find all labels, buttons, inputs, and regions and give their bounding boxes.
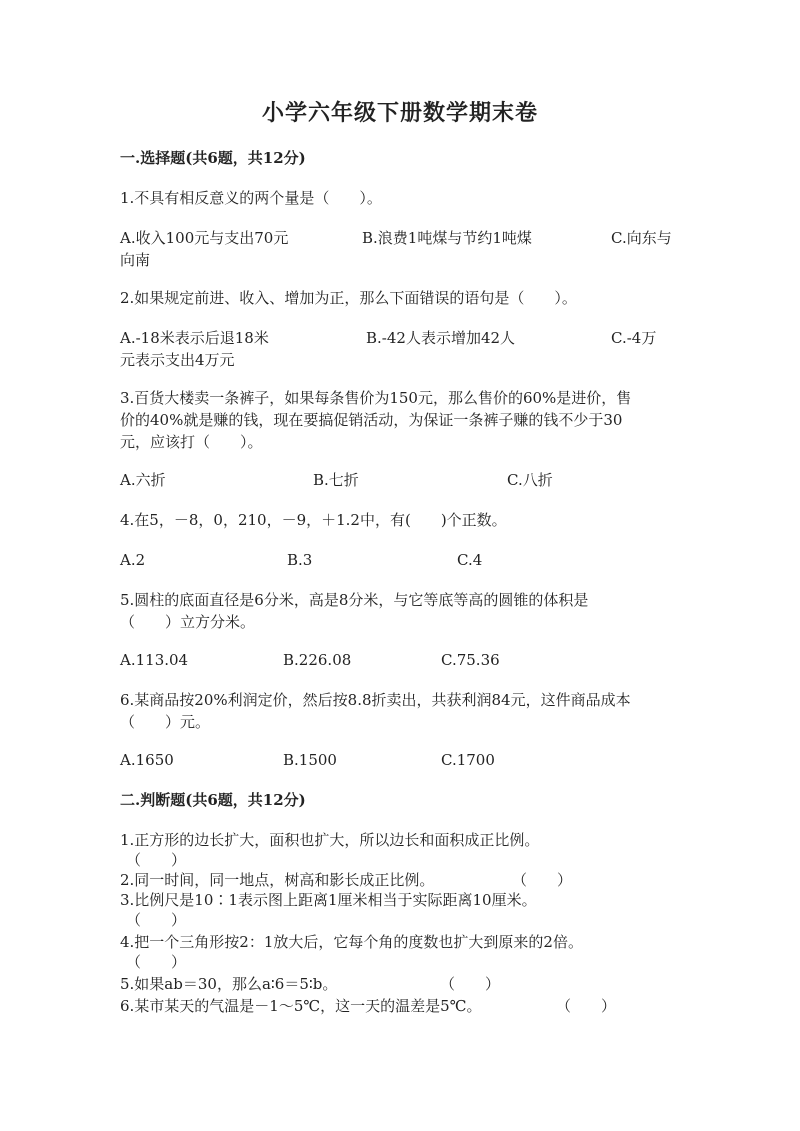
judgement-item: 5.如果ab＝30，那么a∶6＝5∶b。 (120, 975, 338, 993)
option-a: A.113.04 (120, 651, 189, 669)
question-stem-line: 元，应该打（ ）。 (120, 433, 263, 451)
option-a: A.2 (120, 551, 146, 569)
option-c: C.八折 (507, 471, 553, 489)
option-c: C.1700 (441, 751, 495, 769)
option-c: C.75.36 (441, 651, 500, 669)
option-b: B.1500 (283, 751, 337, 769)
option-a: A.-18米表示后退18米 (120, 329, 269, 347)
option-a: A.1650 (120, 751, 174, 769)
option-c: C.向东与 (611, 229, 672, 247)
option-a: A.收入100元与支出70元 (120, 229, 289, 247)
judgement-item: 6.某市某天的气温是－1～5℃，这一天的温差是5℃。 (120, 997, 482, 1015)
answer-blank: （ ） (440, 975, 501, 993)
question-stem: 1.不具有相反意义的两个量是（ ）。 (120, 189, 382, 207)
question-stem-line: （ ）立方分米。 (120, 613, 256, 631)
judgement-item: 4.把一个三角形按2：1放大后，它每个角的度数也扩大到原来的2倍。 (120, 933, 583, 951)
judgement-item: 3.比例尺是10∶1表示图上距离1厘米相当于实际距离10厘米。 (120, 891, 537, 909)
option-a: A.六折 (120, 471, 166, 489)
answer-blank: （ ） (556, 997, 617, 1015)
answer-blank: （ ） (126, 953, 187, 971)
judgement-item: 2.同一时间，同一地点，树高和影长成正比例。 (120, 871, 435, 889)
option-c: C.4 (457, 551, 483, 569)
answer-blank: （ ） (126, 851, 187, 869)
option-c-wrap: 向南 (120, 251, 151, 269)
option-b: B.浪费1吨煤与节约1吨煤 (362, 229, 532, 247)
question-stem-line: 价的40%就是赚的钱，现在要搞促销活动，为保证一条裤子赚的钱不少于30 (120, 411, 623, 429)
section-heading-judgement: 二.判断题(共6题，共12分) (120, 791, 306, 809)
question-stem: 5.圆柱的底面直径是6分米，高是8分米，与它等底等高的圆锥的体积是 (120, 591, 589, 609)
answer-blank: （ ） (126, 911, 187, 929)
judgement-item: 1.正方形的边长扩大，面积也扩大，所以边长和面积成正比例。 (120, 831, 540, 849)
question-stem: 6.某商品按20%利润定价，然后按8.8折卖出，共获利润84元，这件商品成本 (120, 691, 631, 709)
option-b: B.-42人表示增加42人 (366, 329, 516, 347)
question-stem-line: （ ）元。 (120, 713, 211, 731)
option-b: B.3 (287, 551, 313, 569)
section-heading-choice: 一.选择题(共6题，共12分) (120, 149, 306, 167)
option-b: B.七折 (313, 471, 359, 489)
question-stem: 3.百货大楼卖一条裤子，如果每条售价为150元，那么售价的60%是进价，售 (120, 389, 632, 407)
question-stem: 4.在5，－8，0，210，－9，＋1.2中，有( )个正数。 (120, 511, 507, 529)
page-title: 小学六年级下册数学期末卷 (261, 100, 538, 126)
answer-blank: （ ） (512, 871, 573, 889)
question-stem: 2.如果规定前进、收入、增加为正，那么下面错误的语句是（ ）。 (120, 289, 577, 307)
option-c: C.-4万 (611, 329, 657, 347)
option-b: B.226.08 (283, 651, 352, 669)
option-c-wrap: 元表示支出4万元 (120, 351, 235, 369)
